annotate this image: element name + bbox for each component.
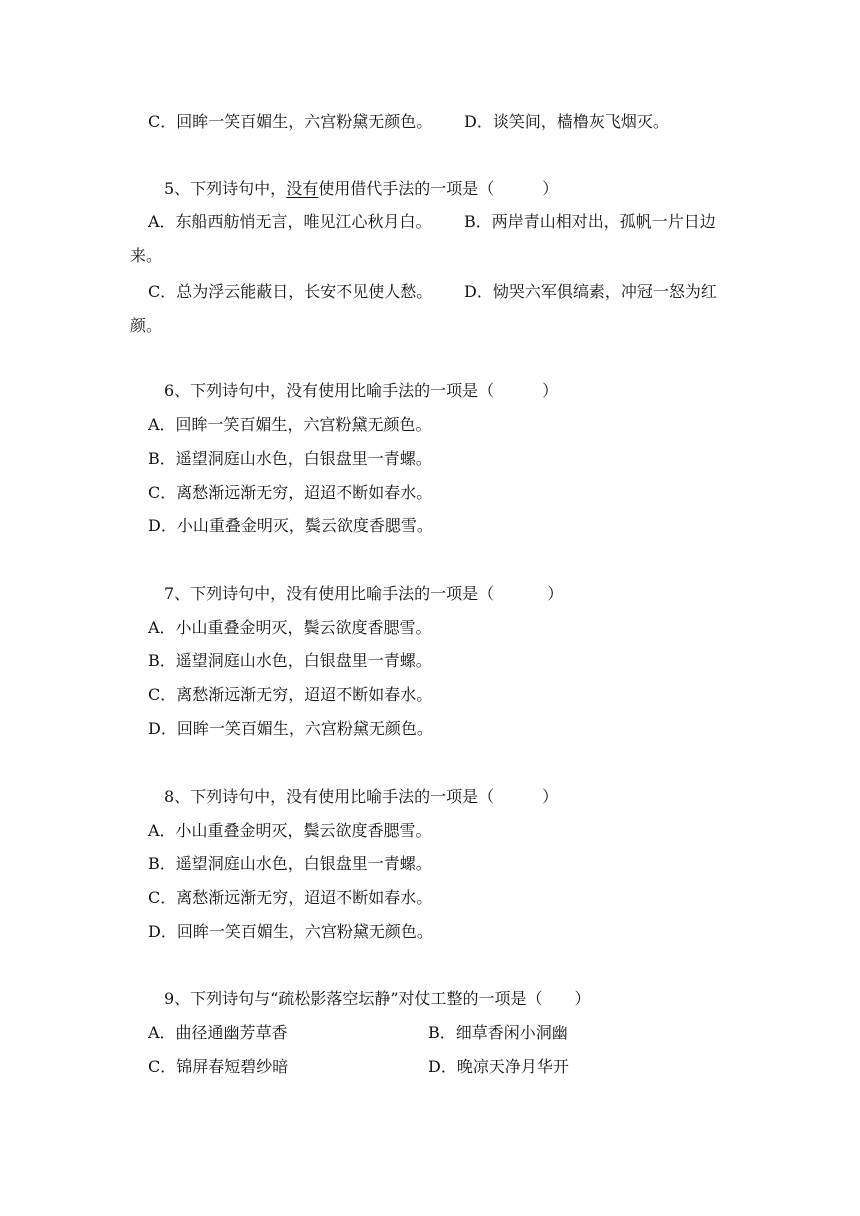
q5-option-a: A．东船西舫悄无言，唯见江心秋月白。 xyxy=(148,212,432,231)
q6-option-d: D．小山重叠金明灭，鬓云欲度香腮雪。 xyxy=(148,516,433,535)
q5-option-d-wrap: 颜。 xyxy=(130,316,163,335)
q4-option-d: D．谈笑间，樯橹灰飞烟灭。 xyxy=(464,112,669,131)
q7-option-d: D．回眸一笑百媚生，六宫粉黛无颜色。 xyxy=(148,719,433,738)
q8-option-c: C．离愁渐远渐无穷，迢迢不断如春水。 xyxy=(148,888,433,907)
q4-option-c: C．回眸一笑百媚生，六宫粉黛无颜色。 xyxy=(148,112,433,131)
q7-option-b: B．遥望洞庭山水色，白银盘里一青螺。 xyxy=(148,651,432,670)
q5-stem-after: 使用借代手法的一项是（ ） xyxy=(318,179,559,198)
q9-option-a: A．曲径通幽芳草香 xyxy=(148,1023,288,1042)
q8-option-b: B．遥望洞庭山水色，白银盘里一青螺。 xyxy=(148,854,432,873)
q9-option-b: B．细草香闲小洞幽 xyxy=(428,1023,568,1042)
q9-option-c: C．锦屏春短碧纱暗 xyxy=(148,1057,289,1076)
q6-option-a: A．回眸一笑百媚生，六宫粉黛无颜色。 xyxy=(148,415,432,434)
q7-stem: 7、下列诗句中，没有使用比喻手法的一项是（ ） xyxy=(164,584,564,603)
q6-option-c: C．离愁渐远渐无穷，迢迢不断如春水。 xyxy=(148,483,433,502)
q5-option-d: D．恸哭六军俱缟素，冲冠一怒为红 xyxy=(464,282,717,301)
q8-option-a: A．小山重叠金明灭，鬓云欲度香腮雪。 xyxy=(148,821,432,840)
q5-option-c: C．总为浮云能蔽日，长安不见使人愁。 xyxy=(148,282,433,301)
q5-option-b-wrap: 来。 xyxy=(130,246,163,265)
q8-option-d: D．回眸一笑百媚生，六宫粉黛无颜色。 xyxy=(148,922,433,941)
q7-option-a: A．小山重叠金明灭，鬓云欲度香腮雪。 xyxy=(148,618,432,637)
q6-stem: 6、下列诗句中，没有使用比喻手法的一项是（ ） xyxy=(164,381,559,400)
q9-option-d: D．晚凉天净月华开 xyxy=(428,1057,569,1076)
q8-stem: 8、下列诗句中，没有使用比喻手法的一项是（ ） xyxy=(164,787,559,806)
q5-stem-underlined: 没有 xyxy=(286,179,319,198)
q6-option-b: B．遥望洞庭山水色，白银盘里一青螺。 xyxy=(148,449,432,468)
q5-option-b: B．两岸青山相对出，孤帆一片日边 xyxy=(464,212,716,231)
q9-stem: 9、下列诗句与“疏松影落空坛静”对仗工整的一项是（ ） xyxy=(164,989,591,1008)
q5-stem xyxy=(164,178,558,200)
q5-stem-before: 5、下列诗句中， xyxy=(164,179,287,198)
q7-option-c: C．离愁渐远渐无穷，迢迢不断如春水。 xyxy=(148,685,433,704)
